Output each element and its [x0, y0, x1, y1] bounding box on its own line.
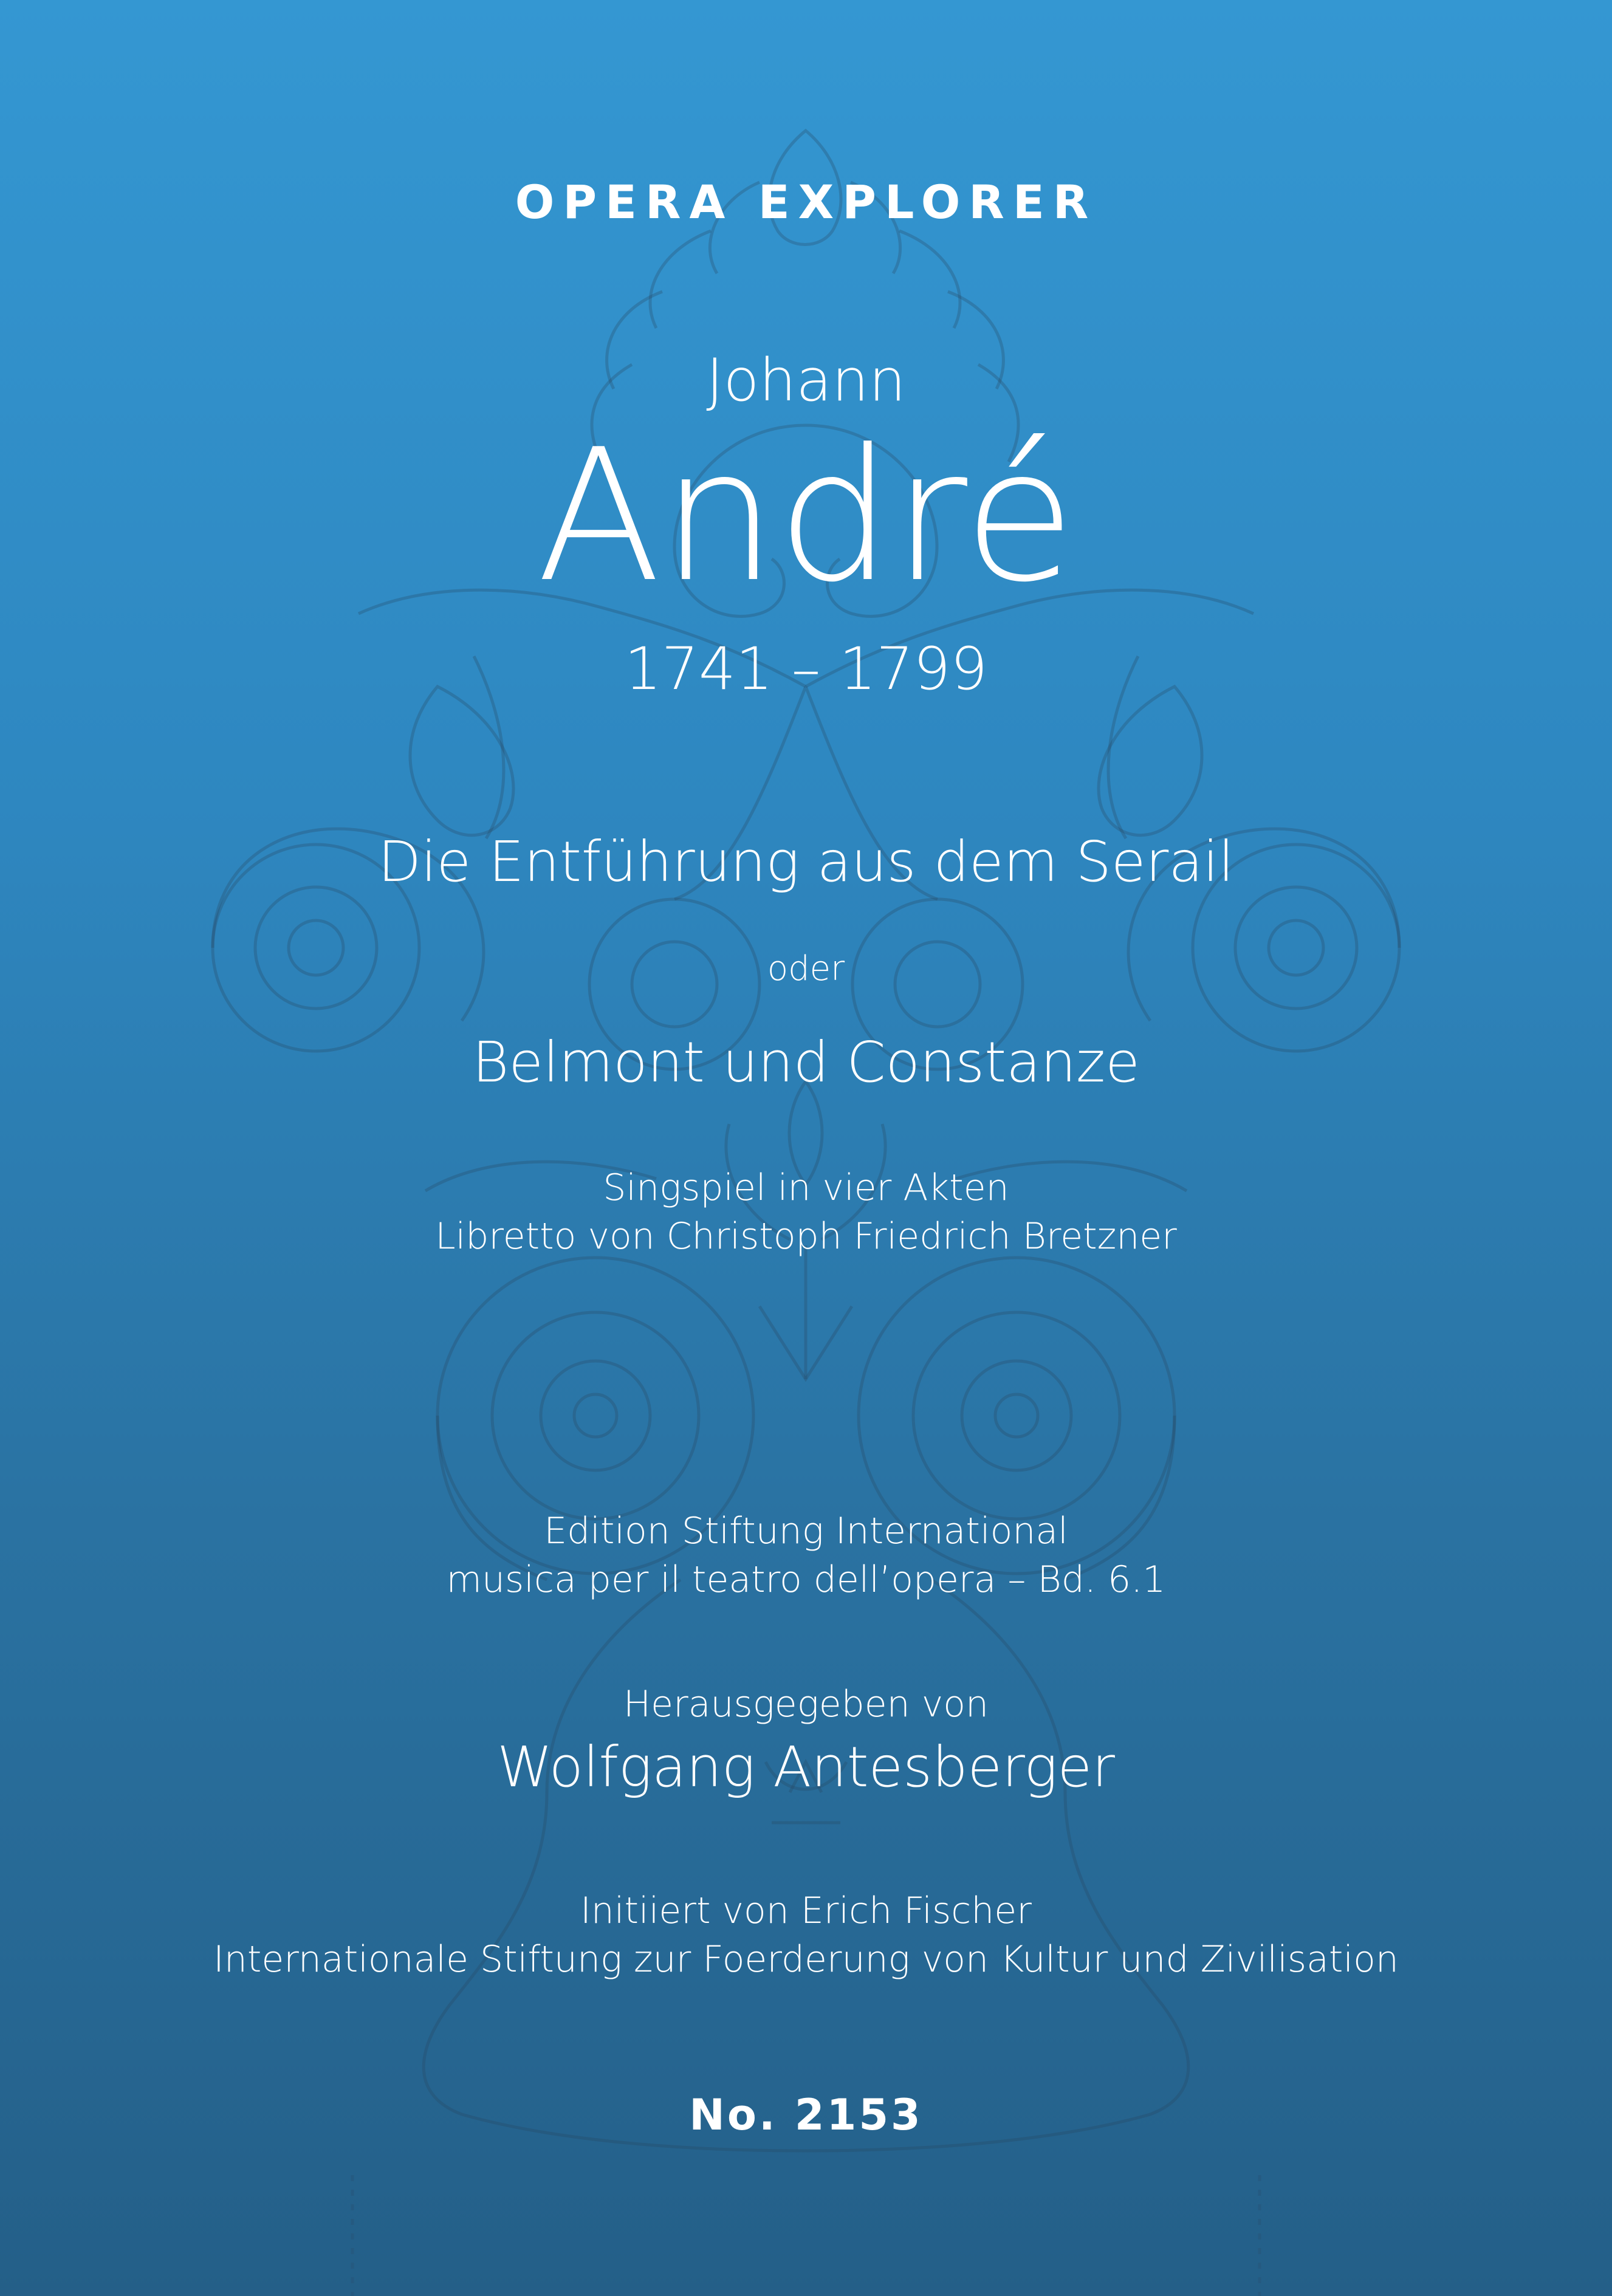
editor-name: Wolfgang Antesberger: [497, 1735, 1115, 1800]
edition-line-1: Edition Stiftung International: [544, 1510, 1068, 1552]
work-libretto: Libretto von Christoph Friedrich Bretzner: [435, 1215, 1177, 1258]
work-alt-title: Belmont und Constanze: [472, 1030, 1140, 1095]
initiator-line-2: Internationale Stiftung zur Foerderung von Kultur und Zivilisation: [213, 1938, 1399, 1981]
edition-line-2: musica per il teatro dell’opera – Bd. 6.1: [446, 1558, 1166, 1601]
work-title: Die Entführung aus dem Serail: [378, 829, 1234, 894]
work-genre: Singspiel in vier Akten: [603, 1167, 1009, 1209]
composer-dates: 1741 – 1799: [624, 635, 988, 703]
series-title: OPERA EXPLORER: [515, 175, 1097, 229]
initiator-line-1: Initiiert von Erich Fischer: [580, 1890, 1032, 1932]
composer-first-name: Johann: [706, 346, 906, 414]
composer-surname: André: [536, 410, 1076, 622]
catalog-number: No. 2153: [689, 2090, 923, 2140]
title-connector: oder: [767, 949, 845, 989]
editor-label: Herausgegeben von: [623, 1683, 989, 1725]
